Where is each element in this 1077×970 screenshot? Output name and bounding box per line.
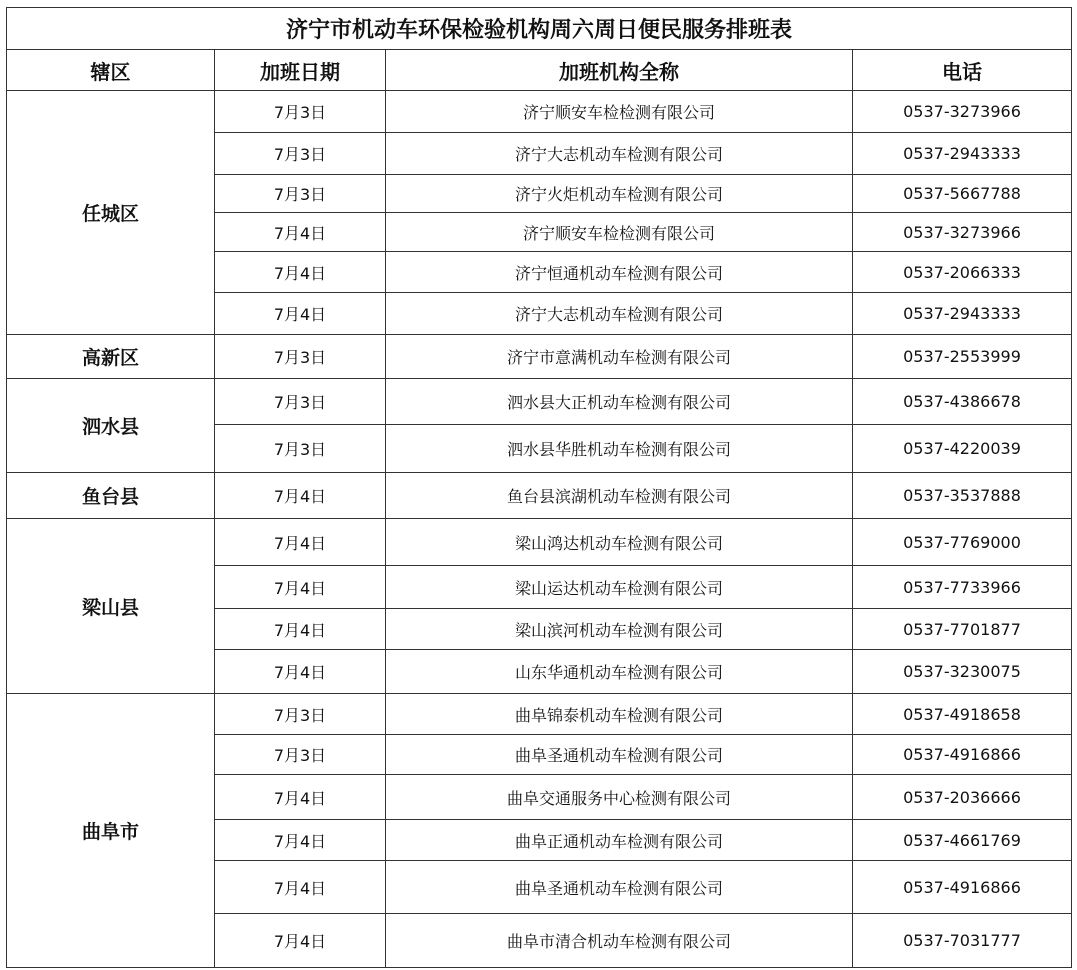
org-cell: 山东华通机动车检测有限公司: [386, 650, 853, 694]
date-cell: 7月4日: [215, 252, 386, 293]
header-date: 加班日期: [215, 50, 386, 91]
table-row: [7, 694, 1072, 735]
header-org: 加班机构全称: [386, 50, 853, 91]
org-cell: 济宁顺安车检检测有限公司: [386, 213, 853, 252]
table-row: [7, 379, 1072, 425]
header-phone: 电话: [853, 50, 1072, 91]
date-cell: 7月3日: [215, 133, 386, 175]
org-cell: 曲阜圣通机动车检测有限公司: [386, 735, 853, 775]
phone-cell: 0537-3273966: [853, 91, 1072, 133]
date-cell: 7月4日: [215, 861, 386, 914]
district-cell: 任城区: [7, 91, 215, 335]
phone-cell: 0537-4220039: [853, 425, 1072, 473]
org-cell: 梁山滨河机动车检测有限公司: [386, 609, 853, 650]
org-cell: 济宁火炬机动车检测有限公司: [386, 175, 853, 213]
phone-cell: 0537-4661769: [853, 820, 1072, 861]
table-row: [7, 473, 1072, 519]
table-row: [7, 519, 1072, 566]
table-row: [7, 91, 1072, 133]
org-cell: 泗水县大正机动车检测有限公司: [386, 379, 853, 425]
date-cell: 7月4日: [215, 609, 386, 650]
phone-cell: 0537-7701877: [853, 609, 1072, 650]
date-cell: 7月4日: [215, 566, 386, 609]
date-cell: 7月3日: [215, 379, 386, 425]
phone-cell: 0537-3230075: [853, 650, 1072, 694]
phone-cell: 0537-4386678: [853, 379, 1072, 425]
phone-cell: 0537-7031777: [853, 914, 1072, 968]
org-cell: 曲阜交通服务中心检测有限公司: [386, 775, 853, 820]
phone-cell: 0537-7733966: [853, 566, 1072, 609]
district-cell: 梁山县: [7, 519, 215, 694]
org-cell: 曲阜正通机动车检测有限公司: [386, 820, 853, 861]
phone-cell: 0537-3537888: [853, 473, 1072, 519]
header-row: [7, 50, 1072, 91]
date-cell: 7月4日: [215, 473, 386, 519]
org-cell: 济宁顺安车检检测有限公司: [386, 91, 853, 133]
date-cell: 7月4日: [215, 650, 386, 694]
org-cell: 济宁恒通机动车检测有限公司: [386, 252, 853, 293]
phone-cell: 0537-3273966: [853, 213, 1072, 252]
schedule-table: [6, 7, 1072, 968]
header-district: 辖区: [7, 50, 215, 91]
phone-cell: 0537-2036666: [853, 775, 1072, 820]
date-cell: 7月4日: [215, 914, 386, 968]
org-cell: 泗水县华胜机动车检测有限公司: [386, 425, 853, 473]
date-cell: 7月3日: [215, 91, 386, 133]
district-cell: 鱼台县: [7, 473, 215, 519]
date-cell: 7月3日: [215, 694, 386, 735]
date-cell: 7月3日: [215, 735, 386, 775]
title-row: [7, 8, 1072, 50]
table-title: 济宁市机动车环保检验机构周六周日便民服务排班表: [7, 8, 1072, 50]
org-cell: 曲阜市清合机动车检测有限公司: [386, 914, 853, 968]
date-cell: 7月4日: [215, 293, 386, 335]
date-cell: 7月4日: [215, 775, 386, 820]
phone-cell: 0537-4918658: [853, 694, 1072, 735]
phone-cell: 0537-5667788: [853, 175, 1072, 213]
phone-cell: 0537-7769000: [853, 519, 1072, 566]
org-cell: 鱼台县滨湖机动车检测有限公司: [386, 473, 853, 519]
org-cell: 济宁大志机动车检测有限公司: [386, 133, 853, 175]
date-cell: 7月3日: [215, 175, 386, 213]
district-cell: 高新区: [7, 335, 215, 379]
date-cell: 7月4日: [215, 519, 386, 566]
date-cell: 7月4日: [215, 820, 386, 861]
table-row: [7, 335, 1072, 379]
org-cell: 济宁市意满机动车检测有限公司: [386, 335, 853, 379]
org-cell: 济宁大志机动车检测有限公司: [386, 293, 853, 335]
date-cell: 7月3日: [215, 335, 386, 379]
phone-cell: 0537-4916866: [853, 861, 1072, 914]
phone-cell: 0537-2943333: [853, 293, 1072, 335]
district-cell: 曲阜市: [7, 694, 215, 968]
district-cell: 泗水县: [7, 379, 215, 473]
date-cell: 7月3日: [215, 425, 386, 473]
phone-cell: 0537-2943333: [853, 133, 1072, 175]
phone-cell: 0537-2066333: [853, 252, 1072, 293]
org-cell: 曲阜圣通机动车检测有限公司: [386, 861, 853, 914]
date-cell: 7月4日: [215, 213, 386, 252]
org-cell: 梁山鸿达机动车检测有限公司: [386, 519, 853, 566]
org-cell: 曲阜锦泰机动车检测有限公司: [386, 694, 853, 735]
phone-cell: 0537-4916866: [853, 735, 1072, 775]
phone-cell: 0537-2553999: [853, 335, 1072, 379]
org-cell: 梁山运达机动车检测有限公司: [386, 566, 853, 609]
